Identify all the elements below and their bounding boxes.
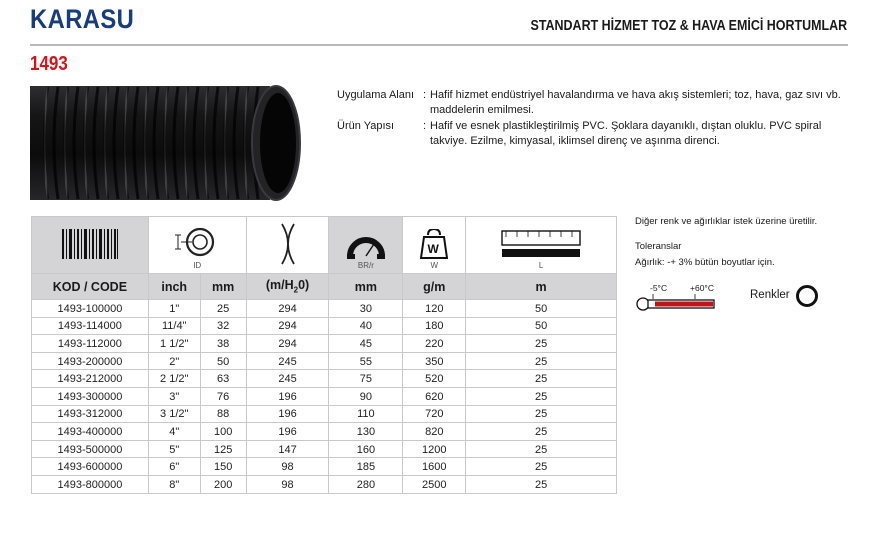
- cell-bend: 40: [329, 317, 403, 335]
- table-row: [32, 475, 617, 493]
- cell-inch: 3 1/2": [148, 405, 200, 423]
- cell-mm: 88: [200, 405, 246, 423]
- cell-code: 1493-600000: [32, 458, 149, 476]
- cell-mm: 76: [200, 387, 246, 405]
- bend-radius-label: BR/r: [357, 261, 374, 270]
- vacuum-cell: [246, 217, 329, 274]
- cell-length: 25: [466, 335, 617, 353]
- cell-weight: 1600: [403, 458, 466, 476]
- svg-text:r: r: [368, 237, 372, 245]
- length-label: L: [538, 261, 544, 270]
- cell-vacuum: 245: [246, 370, 329, 388]
- table-body: [32, 300, 617, 494]
- cell-inch: 4": [148, 423, 200, 441]
- cell-inch: 1": [148, 300, 200, 318]
- cell-bend: 185: [329, 458, 403, 476]
- cell-code: 1493-400000: [32, 423, 149, 441]
- cell-inch: 5": [148, 440, 200, 458]
- cell-bend: 55: [329, 352, 403, 370]
- icon-row: [32, 217, 617, 274]
- cell-code: 1493-300000: [32, 387, 149, 405]
- description-application: [337, 88, 857, 118]
- weight-cell: [403, 217, 466, 274]
- cell-length: 25: [466, 387, 617, 405]
- inner-diameter-cell: [148, 217, 246, 274]
- header-weight: g/m: [403, 274, 466, 300]
- table-row: [32, 458, 617, 476]
- cell-length: 25: [466, 423, 617, 441]
- description-separator: :: [423, 120, 427, 132]
- cell-length: 25: [466, 475, 617, 493]
- cell-code: 1493-312000: [32, 405, 149, 423]
- cell-length: 25: [466, 352, 617, 370]
- description-label: Ürün Yapısı: [337, 120, 395, 132]
- spec-table: [31, 216, 617, 494]
- table-row: [32, 423, 617, 441]
- cell-code: 1493-200000: [32, 352, 149, 370]
- vacuum-icon: [268, 222, 308, 266]
- cell-bend: 160: [329, 440, 403, 458]
- cell-code: 1493-800000: [32, 475, 149, 493]
- header-inch: inch: [148, 274, 200, 300]
- cell-vacuum: 196: [246, 423, 329, 441]
- page-title: STANDART HİZMET TOZ & HAVA EMİCİ HORTUMLAR: [530, 18, 847, 34]
- custom-order-note: Diğer renk ve ağırlıklar istek üzerine üretilir.: [635, 216, 818, 227]
- cell-inch: 1 1/2": [148, 335, 200, 353]
- cell-bend: 130: [329, 423, 403, 441]
- cell-mm: 38: [200, 335, 246, 353]
- barcode-cell: [32, 217, 149, 274]
- brand-logo: KARASU: [30, 4, 135, 34]
- ruler-icon: [501, 229, 581, 259]
- inner-diameter-icon: [172, 227, 222, 261]
- cell-mm: 32: [200, 317, 246, 335]
- header-code: KOD / CODE: [32, 274, 149, 300]
- description-structure: [337, 119, 857, 149]
- table-row: [32, 317, 617, 335]
- color-swatch-black: [796, 285, 818, 307]
- table-row: [32, 387, 617, 405]
- cell-vacuum: 98: [246, 458, 329, 476]
- weight-icon: [420, 229, 448, 259]
- cell-inch: 11/4": [148, 317, 200, 335]
- hose-product-image: [30, 84, 302, 202]
- cell-weight: 180: [403, 317, 466, 335]
- bend-radius-cell: [329, 217, 403, 274]
- cell-weight: 350: [403, 352, 466, 370]
- table-row: [32, 440, 617, 458]
- cell-weight: 820: [403, 423, 466, 441]
- colors-label: Renkler: [750, 289, 790, 301]
- table-row: [32, 335, 617, 353]
- product-description: [337, 88, 857, 149]
- cell-mm: 150: [200, 458, 246, 476]
- cell-code: 1493-100000: [32, 300, 149, 318]
- cell-length: 25: [466, 370, 617, 388]
- cell-length: 25: [466, 440, 617, 458]
- header-divider: [30, 44, 848, 46]
- barcode-icon: [62, 229, 118, 259]
- cell-bend: 90: [329, 387, 403, 405]
- id-label: ID: [193, 261, 202, 270]
- cell-bend: 110: [329, 405, 403, 423]
- cell-length: 25: [466, 458, 617, 476]
- length-cell: [466, 217, 617, 274]
- cell-inch: 3": [148, 387, 200, 405]
- cell-mm: 125: [200, 440, 246, 458]
- cell-weight: 620: [403, 387, 466, 405]
- svg-text:W: W: [427, 241, 440, 256]
- cell-length: 25: [466, 405, 617, 423]
- cell-code: 1493-112000: [32, 335, 149, 353]
- header-length: m: [466, 274, 617, 300]
- description-label: Uygulama Alanı: [337, 89, 415, 101]
- cell-inch: 8": [148, 475, 200, 493]
- cell-bend: 30: [329, 300, 403, 318]
- temp-low: -5°C: [650, 283, 668, 293]
- cell-mm: 63: [200, 370, 246, 388]
- weight-label: W: [430, 261, 439, 270]
- cell-mm: 25: [200, 300, 246, 318]
- cell-vacuum: 294: [246, 335, 329, 353]
- cell-vacuum: 245: [246, 352, 329, 370]
- cell-inch: 2 1/2": [148, 370, 200, 388]
- header-bend: mm: [329, 274, 403, 300]
- cell-code: 1493-114000: [32, 317, 149, 335]
- cell-vacuum: 196: [246, 387, 329, 405]
- cell-inch: 2": [148, 352, 200, 370]
- table-header-row: [32, 274, 617, 300]
- cell-code: 1493-500000: [32, 440, 149, 458]
- cell-length: 50: [466, 300, 617, 318]
- cell-code: 1493-212000: [32, 370, 149, 388]
- table-row: [32, 405, 617, 423]
- product-code: 1493: [30, 53, 68, 75]
- cell-weight: 2500: [403, 475, 466, 493]
- cell-weight: 1200: [403, 440, 466, 458]
- cell-weight: 520: [403, 370, 466, 388]
- cell-weight: 120: [403, 300, 466, 318]
- description-separator: :: [423, 89, 427, 101]
- temp-high: +60°C: [690, 283, 714, 293]
- table-row: [32, 352, 617, 370]
- header-mm: mm: [200, 274, 246, 300]
- cell-bend: 280: [329, 475, 403, 493]
- cell-bend: 45: [329, 335, 403, 353]
- header-vacuum-sub: 2: [293, 285, 299, 295]
- header-vacuum-post: 0): [298, 278, 310, 293]
- cell-mm: 100: [200, 423, 246, 441]
- description-text: Hafif hizmet endüstriyel havalandırma ve hava akış sistemleri; toz, hava, gaz sıvı vb. maddelerin emilmesi.: [430, 89, 841, 116]
- table-row: [32, 370, 617, 388]
- cell-vacuum: 294: [246, 300, 329, 318]
- bend-radius-icon: [346, 228, 386, 260]
- cell-weight: 720: [403, 405, 466, 423]
- header-vacuum: [246, 274, 329, 300]
- cell-inch: 6": [148, 458, 200, 476]
- cell-weight: 220: [403, 335, 466, 353]
- tolerance-title: Toleranslar: [635, 241, 682, 252]
- cell-vacuum: 196: [246, 405, 329, 423]
- cell-vacuum: 294: [246, 317, 329, 335]
- header-vacuum-pre: (m/H: [265, 278, 294, 293]
- table-row: [32, 300, 617, 318]
- cell-mm: 200: [200, 475, 246, 493]
- cell-vacuum: 98: [246, 475, 329, 493]
- tolerance-text: Ağırlık: -+ 3% bütün boyutlar için.: [635, 257, 775, 268]
- cell-vacuum: 147: [246, 440, 329, 458]
- cell-bend: 75: [329, 370, 403, 388]
- cell-length: 50: [466, 317, 617, 335]
- cell-mm: 50: [200, 352, 246, 370]
- description-text: Hafif ve esnek plastikleştirilmiş PVC. Şoklara dayanıklı, dıştan oluklu. PVC spiral takviye. Ezilme, kimyasal, iklimsel direnç ve aşınma direnci.: [430, 120, 822, 147]
